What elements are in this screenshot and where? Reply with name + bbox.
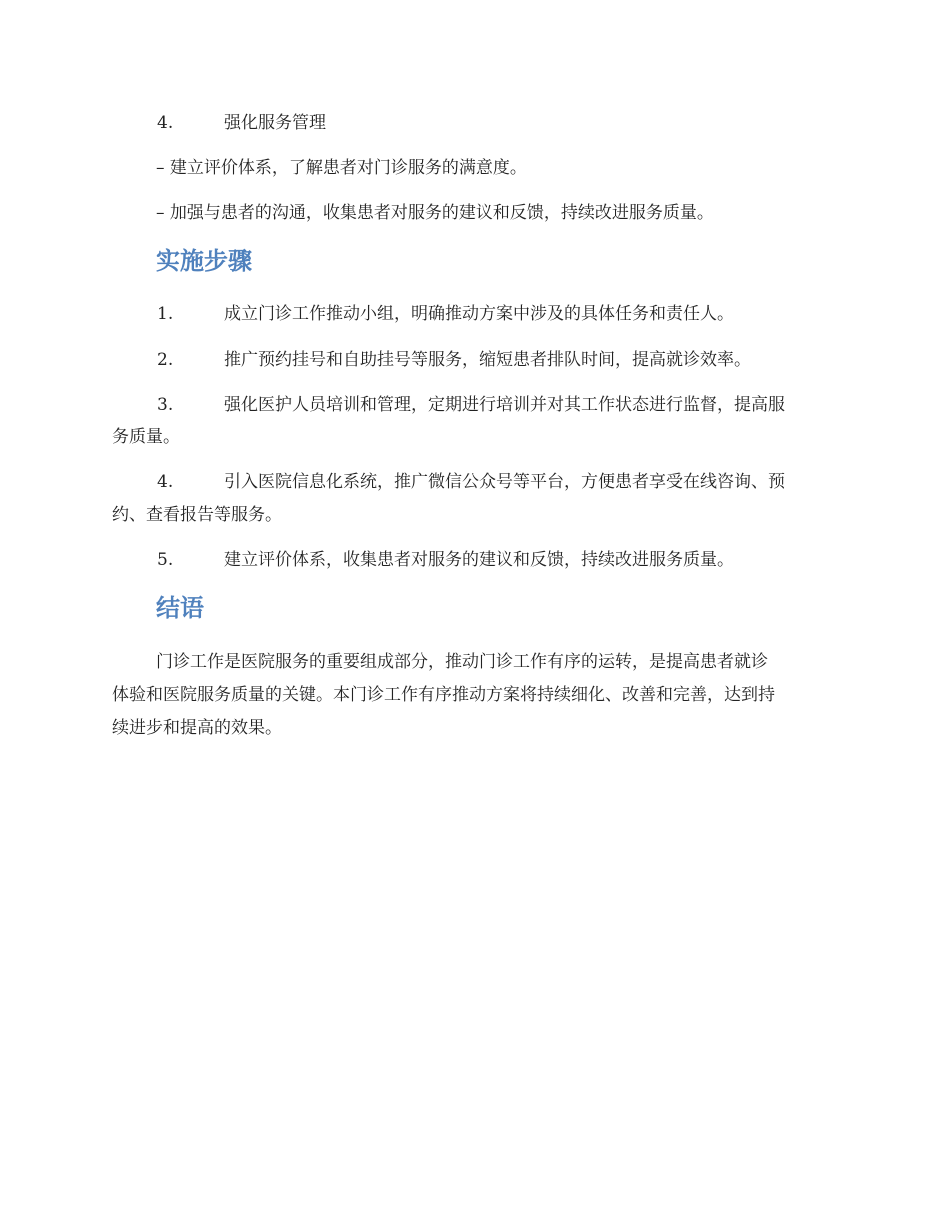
conclusion-paragraph-line: 体验和医院服务质量的关键。本门诊工作有序推动方案将持续细化、改善和完善，达到持 xyxy=(112,685,775,705)
step-text: 推广预约挂号和自助挂号等服务，缩短患者排队时间，提高就诊效率。 xyxy=(224,350,751,370)
step-text: 成立门诊工作推动小组，明确推动方案中涉及的具体任务和责任人。 xyxy=(224,304,734,324)
step-text-continued: 务质量。 xyxy=(112,427,180,447)
step-text: 强化医护人员培训和管理，定期进行培训并对其工作状态进行监督，提高服 xyxy=(224,395,785,415)
step-number: 2. xyxy=(157,350,174,370)
bullet-item: – 加强与患者的沟通，收集患者对服务的建议和反馈，持续改进服务质量。 xyxy=(156,203,714,223)
conclusion-paragraph-line: 门诊工作是医院服务的重要组成部分，推动门诊工作有序的运转，是提高患者就诊 xyxy=(156,652,768,672)
conclusion-paragraph-line: 续进步和提高的效果。 xyxy=(112,718,282,738)
step-number: 3. xyxy=(157,395,174,415)
list-item-number: 4. xyxy=(157,113,174,133)
step-text: 建立评价体系，收集患者对服务的建议和反馈，持续改进服务质量。 xyxy=(224,550,734,570)
list-item-text: 强化服务管理 xyxy=(224,113,326,133)
step-text: 引入医院信息化系统，推广微信公众号等平台，方便患者享受在线咨询、预 xyxy=(224,472,785,492)
section-heading-conclusion: 结语 xyxy=(156,594,204,622)
step-number: 1. xyxy=(157,304,174,324)
bullet-item: – 建立评价体系，了解患者对门诊服务的满意度。 xyxy=(156,158,527,178)
step-number: 4. xyxy=(157,472,174,492)
section-heading-steps: 实施步骤 xyxy=(156,247,252,275)
step-text-continued: 约、查看报告等服务。 xyxy=(112,505,282,525)
step-number: 5. xyxy=(157,550,174,570)
